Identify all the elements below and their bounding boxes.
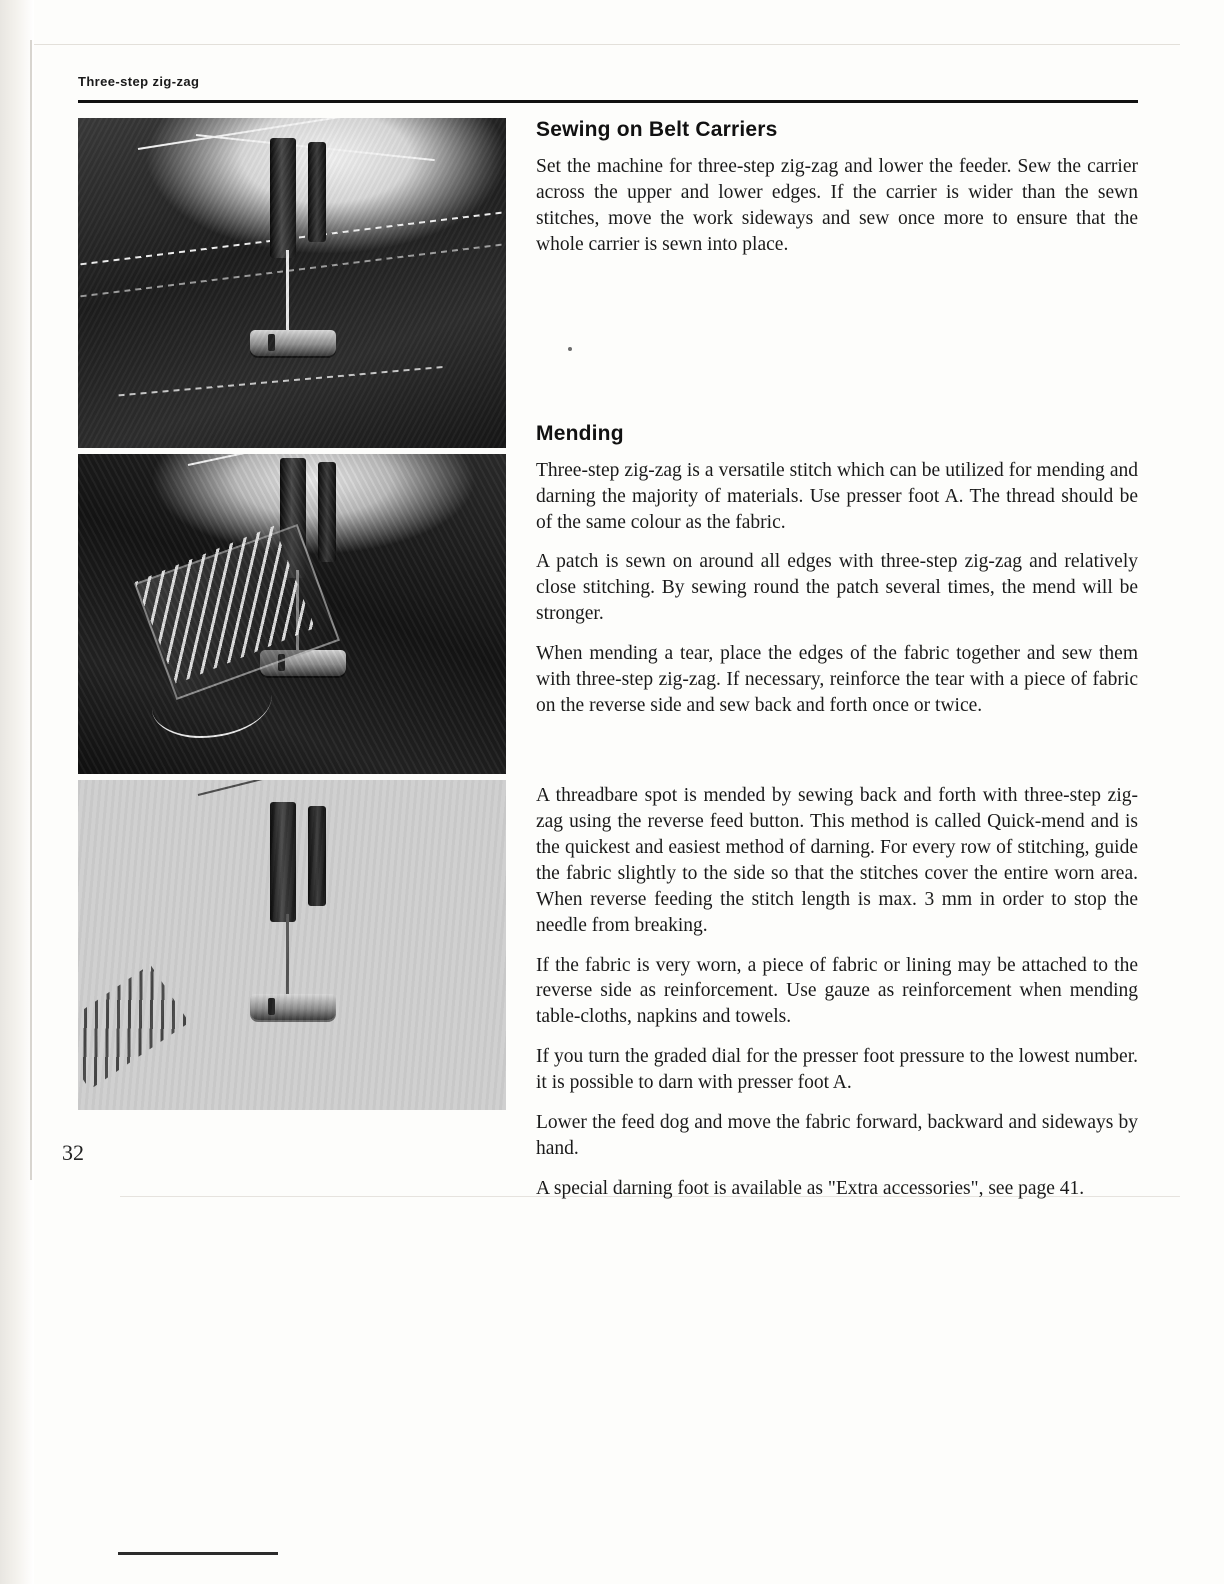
patch-mending-photo (78, 454, 506, 774)
presser-bar (318, 462, 336, 562)
presser-foot-assembly (228, 802, 368, 1052)
paragraph-spacer (536, 733, 1138, 783)
bottom-print-mark (118, 1552, 278, 1555)
paragraph: A threadbare spot is mended by sewing back and forth with three-step zig-zag using the reverse feed button. This method is called Quick-mend and is the quickest and easiest method of darning. For every row of stitching, guide the fabric slightly to the side so that the stitches cover the entire worn area. When reverse feeding the stitch length is max. 3 mm in order to stop the needle from breaking. (536, 784, 1138, 936)
paragraph: Lower the feed dog and move the fabric forward, backward and sideways by hand. (536, 1112, 1138, 1160)
presser-foot (250, 330, 336, 356)
scan-speck (568, 347, 572, 351)
page-number: 32 (62, 1140, 84, 1165)
needle (296, 570, 299, 654)
presser-foot-assembly (228, 138, 368, 388)
paragraph: If you turn the graded dial for the presser foot pressure to the lowest number. it is possible to darn with presser foot A. (536, 1046, 1138, 1094)
paragraph: Set the machine for three-step zig-zag and lower the feeder. Sew the carrier across the upper and lower edges. If the carrier is wider than the sewn stitches, move the work sideways and sew once more to ensure that the whole carrier is sewn into place. (536, 156, 1138, 255)
paragraph: A special darning foot is available as "Extra accessories", see page 41. (536, 1177, 1085, 1199)
stitch-line (119, 366, 448, 397)
presser-foot (260, 650, 346, 676)
needle-bar (270, 802, 296, 922)
fabric-patch (134, 524, 340, 700)
paragraph: Three-step zig-zag is a versatile stitch which can be utilized for mending and darning the majority of materials. Use presser foot A. The thread should be of the same colour as the fabric. (536, 459, 1138, 533)
thread-strand (138, 118, 435, 150)
zigzag-stitching (135, 526, 315, 684)
presser-foot-assembly (238, 458, 378, 708)
section-heading-mending: Mending (536, 421, 624, 445)
needle (286, 250, 289, 334)
paragraph: If the fabric is very worn, a piece of fabric or lining may be attached to the reverse side as reinforcement. Use gauze as reinforcement when mending table-cloths, napkins and towels. (536, 954, 1138, 1028)
running-head: Three-step zig-zag (78, 74, 200, 89)
paragraph: A patch is sewn on around all edges with three-step zig-zag and relatively close stitching. By sewing round the patch several times, the mend will be stronger. (536, 551, 1138, 625)
thread-strand (196, 134, 435, 161)
section-heading-belt-carriers: Sewing on Belt Carriers (536, 118, 778, 141)
presser-foot (250, 994, 336, 1020)
section-spacer (536, 272, 1138, 422)
thread-strand (188, 454, 482, 466)
presser-foot-slot (268, 334, 275, 351)
darning-photo (78, 780, 506, 1110)
needle (286, 914, 289, 998)
presser-bar (308, 142, 326, 242)
paragraph: When mending a tear, place the edges of the fabric together and sew them with three-step zig-zag. If necessary, reinforce the tear with a piece of fabric on the reverse side and sew back and forth once or twice. (536, 643, 1138, 717)
page-gutter-shadow (0, 0, 34, 1584)
needle-bar (280, 458, 306, 578)
presser-foot-slot (278, 654, 285, 671)
presser-foot-slot (268, 998, 275, 1015)
figure-column (78, 118, 506, 1116)
thread-strand (198, 780, 451, 796)
stitch-line (78, 207, 506, 266)
scan-edge-top (34, 44, 1180, 45)
gutter-edge-line (30, 40, 32, 1180)
presser-bar (308, 806, 326, 906)
needle-bar (270, 138, 296, 258)
header-rule (78, 100, 1138, 103)
stitch-line (78, 239, 506, 298)
text-column (536, 118, 1138, 1216)
belt-carrier-photo (78, 118, 506, 448)
darning-stitches (78, 964, 189, 1089)
loose-thread (152, 666, 272, 738)
